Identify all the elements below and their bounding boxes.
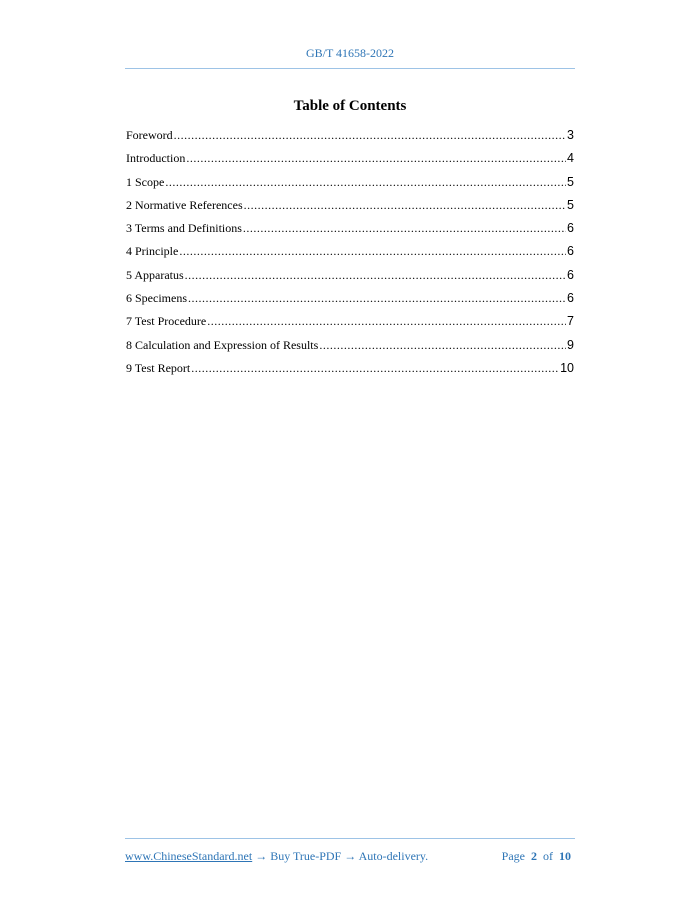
toc-entry-page: 9: [567, 337, 574, 352]
toc-entry-page: 10: [560, 360, 574, 375]
toc-entry-label: 7 Test Procedure: [126, 314, 207, 329]
toc-entry-test-procedure[interactable]: [126, 313, 574, 336]
arrow-right-icon: →: [255, 849, 268, 863]
toc-entry-page: 5: [567, 174, 574, 189]
page-footer: [125, 838, 575, 863]
toc-entry-label: 4 Principle: [126, 244, 179, 259]
dot-leader: [207, 313, 566, 329]
toc-title: Table of Contents: [293, 98, 407, 114]
page-number: [502, 848, 571, 864]
toc-entry-page: 6: [567, 244, 574, 259]
dot-leader: [179, 243, 566, 259]
toc-entry-label: 1 Scope: [126, 174, 165, 189]
toc-entry-page: 3: [567, 128, 574, 142]
toc-entry-apparatus[interactable]: [126, 267, 574, 290]
of-word: of: [543, 849, 553, 863]
toc-entry-page: 6: [567, 291, 574, 306]
toc-entry-terms-and-definitions[interactable]: [126, 220, 574, 243]
dot-leader: [243, 220, 566, 236]
toc-entry-normative-references[interactable]: [126, 197, 574, 220]
toc-entry-introduction[interactable]: [126, 150, 574, 173]
dot-leader: [174, 127, 566, 143]
dot-leader: [186, 150, 566, 166]
toc-entry-page: 4: [567, 151, 574, 166]
toc-entry-label: Foreword: [126, 128, 173, 142]
toc-entry-page: 7: [567, 314, 574, 329]
toc-entry-principle[interactable]: [126, 243, 574, 266]
page-word: Page: [501, 849, 525, 863]
toc-entry-label: 2 Normative References: [126, 197, 243, 212]
toc-entry-label: Introduction: [126, 151, 186, 166]
toc-entry-scope[interactable]: [126, 174, 574, 197]
buy-true-pdf-text: Buy True-PDF: [270, 849, 342, 863]
total-page-count: 10: [559, 849, 571, 863]
toc-entry-page: 6: [567, 221, 574, 236]
toc-entry-specimens[interactable]: [126, 290, 574, 313]
arrow-right-icon: →: [344, 849, 357, 863]
current-page-number: 2: [531, 849, 537, 863]
auto-delivery-text: Auto-delivery.: [358, 849, 429, 863]
toc-entry-test-report[interactable]: [126, 360, 574, 383]
standard-code: GB/T 41658-2022: [305, 46, 395, 60]
dot-leader: [319, 337, 566, 353]
dot-leader: [244, 197, 566, 213]
toc-entry-page: 6: [567, 267, 574, 282]
toc-entry-label: 3 Terms and Definitions: [126, 221, 242, 236]
toc-entry-foreword[interactable]: [126, 127, 574, 150]
toc-entry-label: 8 Calculation and Expression of Results: [126, 337, 319, 352]
chinese-standard-link[interactable]: www.ChineseStandard.net: [125, 849, 253, 863]
dot-leader: [165, 174, 566, 190]
dot-leader: [188, 290, 566, 306]
toc-entry-calculation-and-expression-of-results[interactable]: [126, 337, 574, 360]
table-of-contents: [126, 127, 574, 383]
dot-leader: [185, 267, 566, 283]
toc-entry-page: 5: [567, 197, 574, 212]
toc-entry-label: 5 Apparatus: [126, 267, 184, 282]
page-header: [125, 44, 575, 69]
toc-entry-label: 6 Specimens: [126, 291, 187, 306]
toc-entry-label: 9 Test Report: [126, 360, 191, 375]
footer-promo: [125, 848, 428, 864]
dot-leader: [191, 360, 559, 376]
